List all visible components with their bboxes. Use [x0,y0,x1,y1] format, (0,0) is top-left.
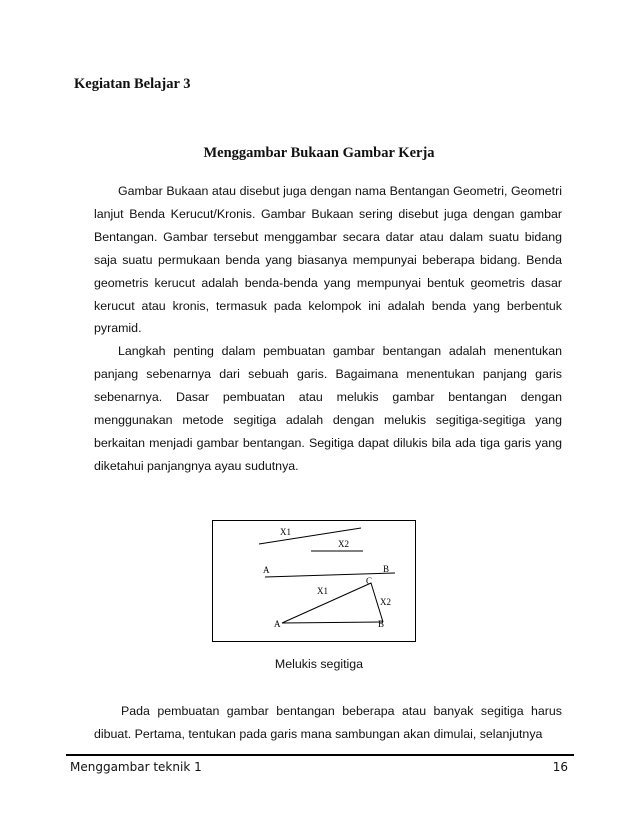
triangle-base-line [282,622,383,623]
page-title: Menggambar Bukaan Gambar Kerja [203,145,435,161]
triangle-diagram [213,521,417,643]
label-x1-mid: X1 [317,586,328,596]
label-x2-top: X2 [338,539,349,549]
paragraph-3: Pada pembuatan gambar bentangan beberapa atau banyak segitiga harus dibuat. Pertama, tentukan pada garis mana sambungan akan dimulai, selanjutnya [94,704,562,741]
paragraph-2: Langkah penting dalam pembuatan gambar bentangan adalah menentukan panjang sebenarnya dari sebuah garis. Bagaimana menentukan panjang garis sebenarnya. Dasar pembuatan atau melukis gambar bentangan dengan menggunakan metode segitiga adalah dengan melukis segitiga-segitiga yang berkaitan menjadi gambar bentangan. Segitiga dapat dilukis bila ada tiga garis yang diketahui panjangnya ayau sudutnya. [94,344,562,473]
label-b-top: B [383,564,390,574]
label-x2-mid: X2 [380,597,391,607]
triangle-figure [212,520,416,642]
page-number: 16 [552,760,568,774]
figure-caption: Melukis segitiga [274,657,364,671]
footer-document-title: Menggambar teknik 1 [70,760,202,774]
label-a-bottom: A [274,619,281,629]
label-c: C [366,576,373,586]
paragraph-1: Gambar Bukaan atau disebut juga dengan nama Bentangan Geometri, Geometri lanjut Benda Kerucut/Kronis. Gambar Bukaan sering disebut juga dengan gambar Bentangan. Gambar tersebut menggambar secara datar atau dalam suatu bidang saja suatu permukaan benda yang biasanya mempunyai beberapa bidang. Benda geometris kerucut adalah benda-benda yang mempunyai bentuk geometris dasar kerucut atau kronis, termasuk pada kelompok ini adalah benda yang berbentuk pyramid. [94,184,562,336]
footer-divider [66,754,574,756]
label-b-bottom: B [378,619,385,629]
label-x1-top: X1 [280,527,291,537]
section-heading: Kegiatan Belajar 3 [74,76,191,92]
label-a-top: A [263,565,270,575]
ab-reference-line [265,573,395,577]
